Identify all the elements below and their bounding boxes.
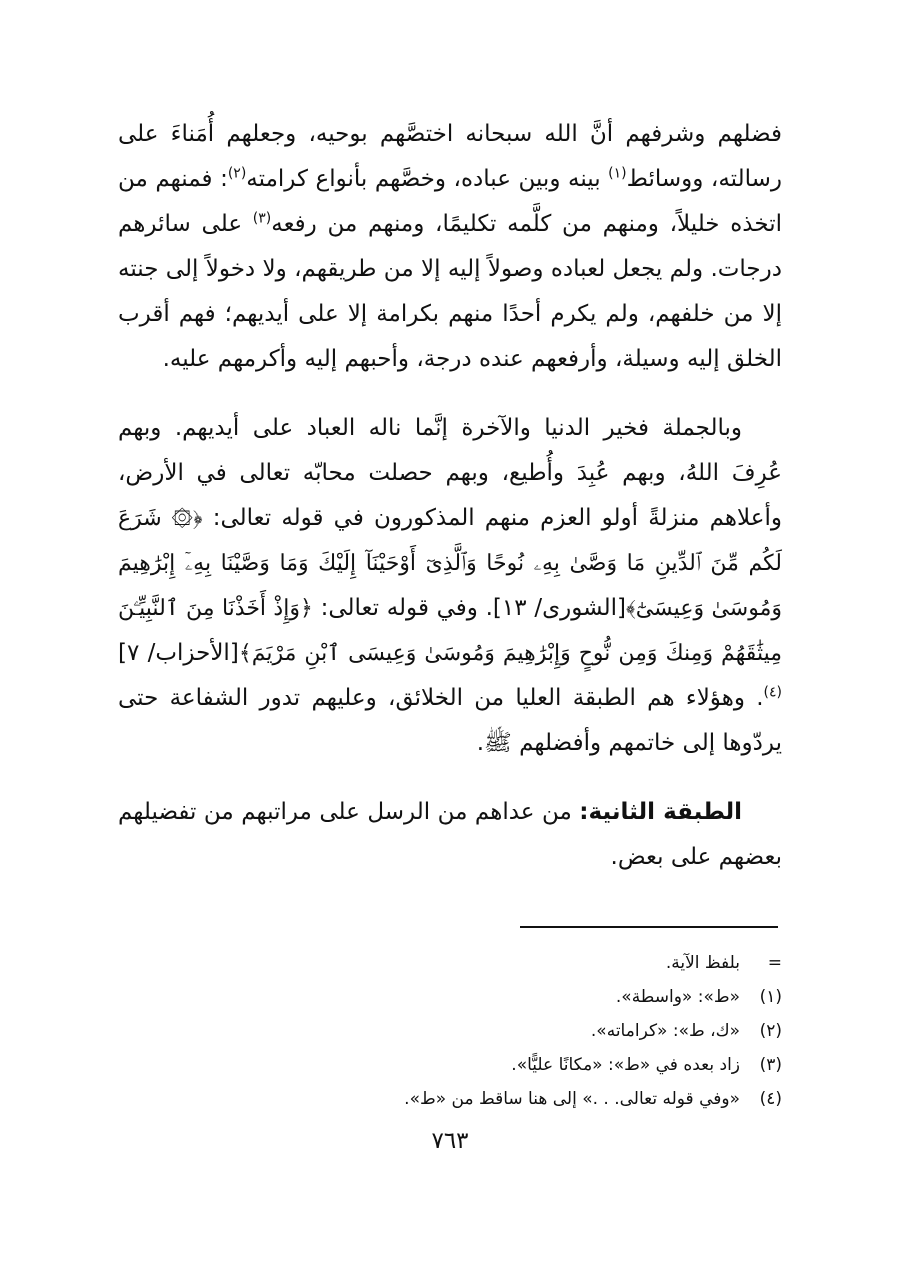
footnote-separator: [520, 926, 778, 928]
text-span: [الشورى/ ١٣]. وفي قوله تعالى:: [312, 595, 626, 621]
page-number: ٧٦٣: [431, 1128, 469, 1154]
footnote-text: «وفي قوله تعالى. . .» إلى هنا ساقط من «ط».: [404, 1089, 740, 1109]
quran-verse-ash-shura: ﴿۞ شَرَعَ لَكُم مِّنَ ٱلدِّينِ مَا وَصَّىٰ بِهِۦ نُوحًا وَٱلَّذِىٓ أَوْحَيْنَآ إِلَيْكَ وَمَا وَصَّيْنَا بِهِۦٓ إِبْرَٰهِيمَ وَمُوسَىٰ وَعِيسَىٰٓ﴾: [118, 506, 782, 621]
section-heading-second-tier: الطبقة الثانية:: [579, 799, 742, 825]
footnote-3: [118, 1048, 782, 1082]
main-text: [118, 112, 782, 880]
footnote-text: بلفظ الآية.: [665, 953, 740, 973]
paragraph-1: [118, 112, 782, 382]
footnote-text: «ط»: «واسطة».: [615, 987, 740, 1007]
text-span: . وهؤلاء هم الطبقة العليا من الخلائق، وعليهم تدور الشفاعة حتى يردّوها إلى خاتمهم وأفضلهم ﷺ.: [118, 685, 782, 756]
footnote-number: (١): [759, 987, 782, 1007]
text-span: : فمنهم من اتخذه خليلاً، ومنهم من كلَّمه تكليمًا، ومنهم من رفعه: [118, 166, 783, 237]
footnote-ref-3[interactable]: (٣): [252, 210, 272, 227]
text-span: [الأحزاب/ ٧]: [118, 640, 239, 666]
footnotes: [118, 946, 782, 1116]
footnote-text: «ك، ط»: «كراماته».: [590, 1021, 740, 1041]
footnote-1: [118, 980, 782, 1014]
quran-verse-al-ahzab: ﴿وَإِذْ أَخَذْنَا مِنَ ٱلنَّبِيِّـۧنَ مِيثَٰقَهُمْ وَمِنكَ وَمِن نُّوحٍ وَإِبْرَٰهِيمَ وَمُوسَىٰ وَعِيسَى ٱبْنِ مَرْيَمَ﴾: [118, 596, 783, 666]
footnote-ref-4[interactable]: (٤): [763, 684, 782, 701]
footnote-2: [118, 1014, 782, 1048]
footnote-4: [118, 1082, 782, 1116]
footnote-number: =: [767, 953, 782, 973]
text-span: فضلهم وشرفهم أنَّ الله سبحانه اختصَّهم بوحيه، وجعلهم أُمَناءَ على رسالته، ووسائط: [118, 121, 782, 192]
footnote-number: (٢): [759, 1021, 782, 1041]
footnote-text: زاد بعده في «ط»: «مكانًا عليًّا».: [511, 1055, 740, 1075]
text-span: من عداهم من الرسل على مراتبهم من تفضيلهم بعضهم على بعض.: [118, 799, 782, 870]
paragraph-3: [118, 790, 782, 880]
footnote-ref-1[interactable]: (١): [608, 165, 627, 182]
footnote-continuation: [118, 946, 782, 980]
footnote-ref-2[interactable]: (٢): [227, 165, 247, 182]
paragraph-2: [118, 406, 782, 766]
text-span: وبالجملة فخير الدنيا والآخرة إنَّما ناله العباد على أيديهم. وبهم عُرِفَ اللهُ، وبهم عُبِدَ وأُطيع، وبهم حصلت محابّه تعالى في الأرض، وأعلاهم منزلةً أولو العزم منهم المذكورون في قوله تعالى:: [118, 415, 782, 531]
footnote-number: (٤): [759, 1089, 782, 1109]
text-span: بينه وبين عباده، وخصَّهم بأنواع كرامته: [246, 166, 609, 192]
text-span: على سائرهم درجات. ولم يجعل لعباده وصولاً إليه إلا من طريقهم، ولا دخولاً إلى جنته إلا من خلفهم، ولم يكرم أحدًا منهم بكرامة إلا على أيديهم؛ فهم أقرب الخلق إليه وسيلة، وأرفعهم عنده درجة، وأحبهم إليه وأكرمهم عليه.: [118, 211, 782, 372]
footnote-number: (٣): [759, 1055, 782, 1075]
